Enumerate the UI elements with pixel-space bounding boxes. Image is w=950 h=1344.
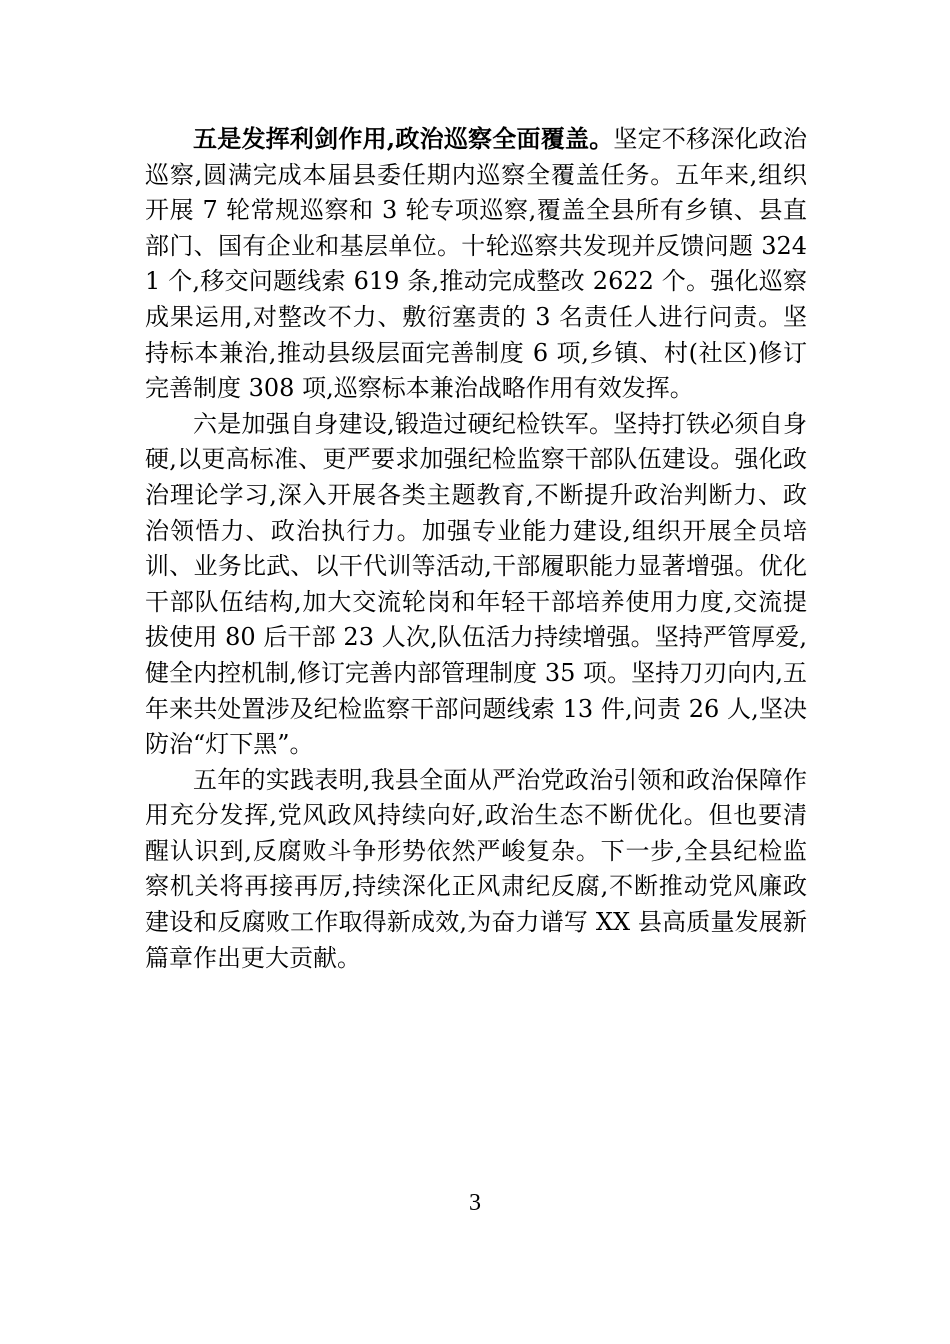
paragraph-inspection-coverage <box>145 121 807 407</box>
paragraph-text: 坚定不移深化政治巡察,圆满完成本届县委任期内巡察全覆盖任务。五年来,组织开展 7 轮常规巡察和 3 轮专项巡察,覆盖全县所有乡镇、县直部门、国有企业和基层单位。十轮巡察共发现并反馈问题 3241 个,移交问题线索 619 条,推动完成整改 2622 个。强化巡察成果运用,对整改不力、敷衍塞责的 3 名责任人进行问责。坚持标本兼治,推动县级层面完善制度 6 项,乡镇、村(社区)修订完善制度 308 项,巡察标本兼治战略作用有效发挥。 <box>145 125 808 403</box>
paragraph-heading: 五是发挥利剑作用,政治巡察全面覆盖。 <box>193 124 614 153</box>
page-number: 3 <box>469 1190 481 1216</box>
paragraph-self-construction <box>145 407 807 763</box>
body-text <box>145 121 807 976</box>
paragraph-conclusion <box>145 763 807 977</box>
paragraph-text: 六是加强自身建设,锻造过硬纪检铁军。坚持打铁必须自身硬,以更高标准、更严要求加强纪检监察干部队伍建设。强化政治理论学习,深入开展各类主题教育,不断提升政治判断力、政治领悟力、政治执行力。加强专业能力建设,组织开展全员培训、业务比武、以干代训等活动,干部履职能力显著增强。优化干部队伍结构,加大交流轮岗和年轻干部培养使用力度,交流提拔使用 80 后干部 23 人次,队伍活力持续增强。坚持严管厚爱,健全内控机制,修订完善内部管理制度 35 项。坚持刀刃向内,五年来共处置涉及纪检监察干部问题线索 13 件,问责 26 人,坚决防治“灯下黑”。 <box>145 409 807 759</box>
paragraph-text: 五年的实践表明,我县全面从严治党政治引领和政治保障作用充分发挥,党风政风持续向好,政治生态不断优化。但也要清醒认识到,反腐败斗争形势依然严峻复杂。下一步,全县纪检监察机关将再接再厉,持续深化正风肃纪反腐,不断推动党风廉政建设和反腐败工作取得新成效,为奋力谱写 XX 县高质量发展新篇章作出更大贡献。 <box>145 765 807 972</box>
